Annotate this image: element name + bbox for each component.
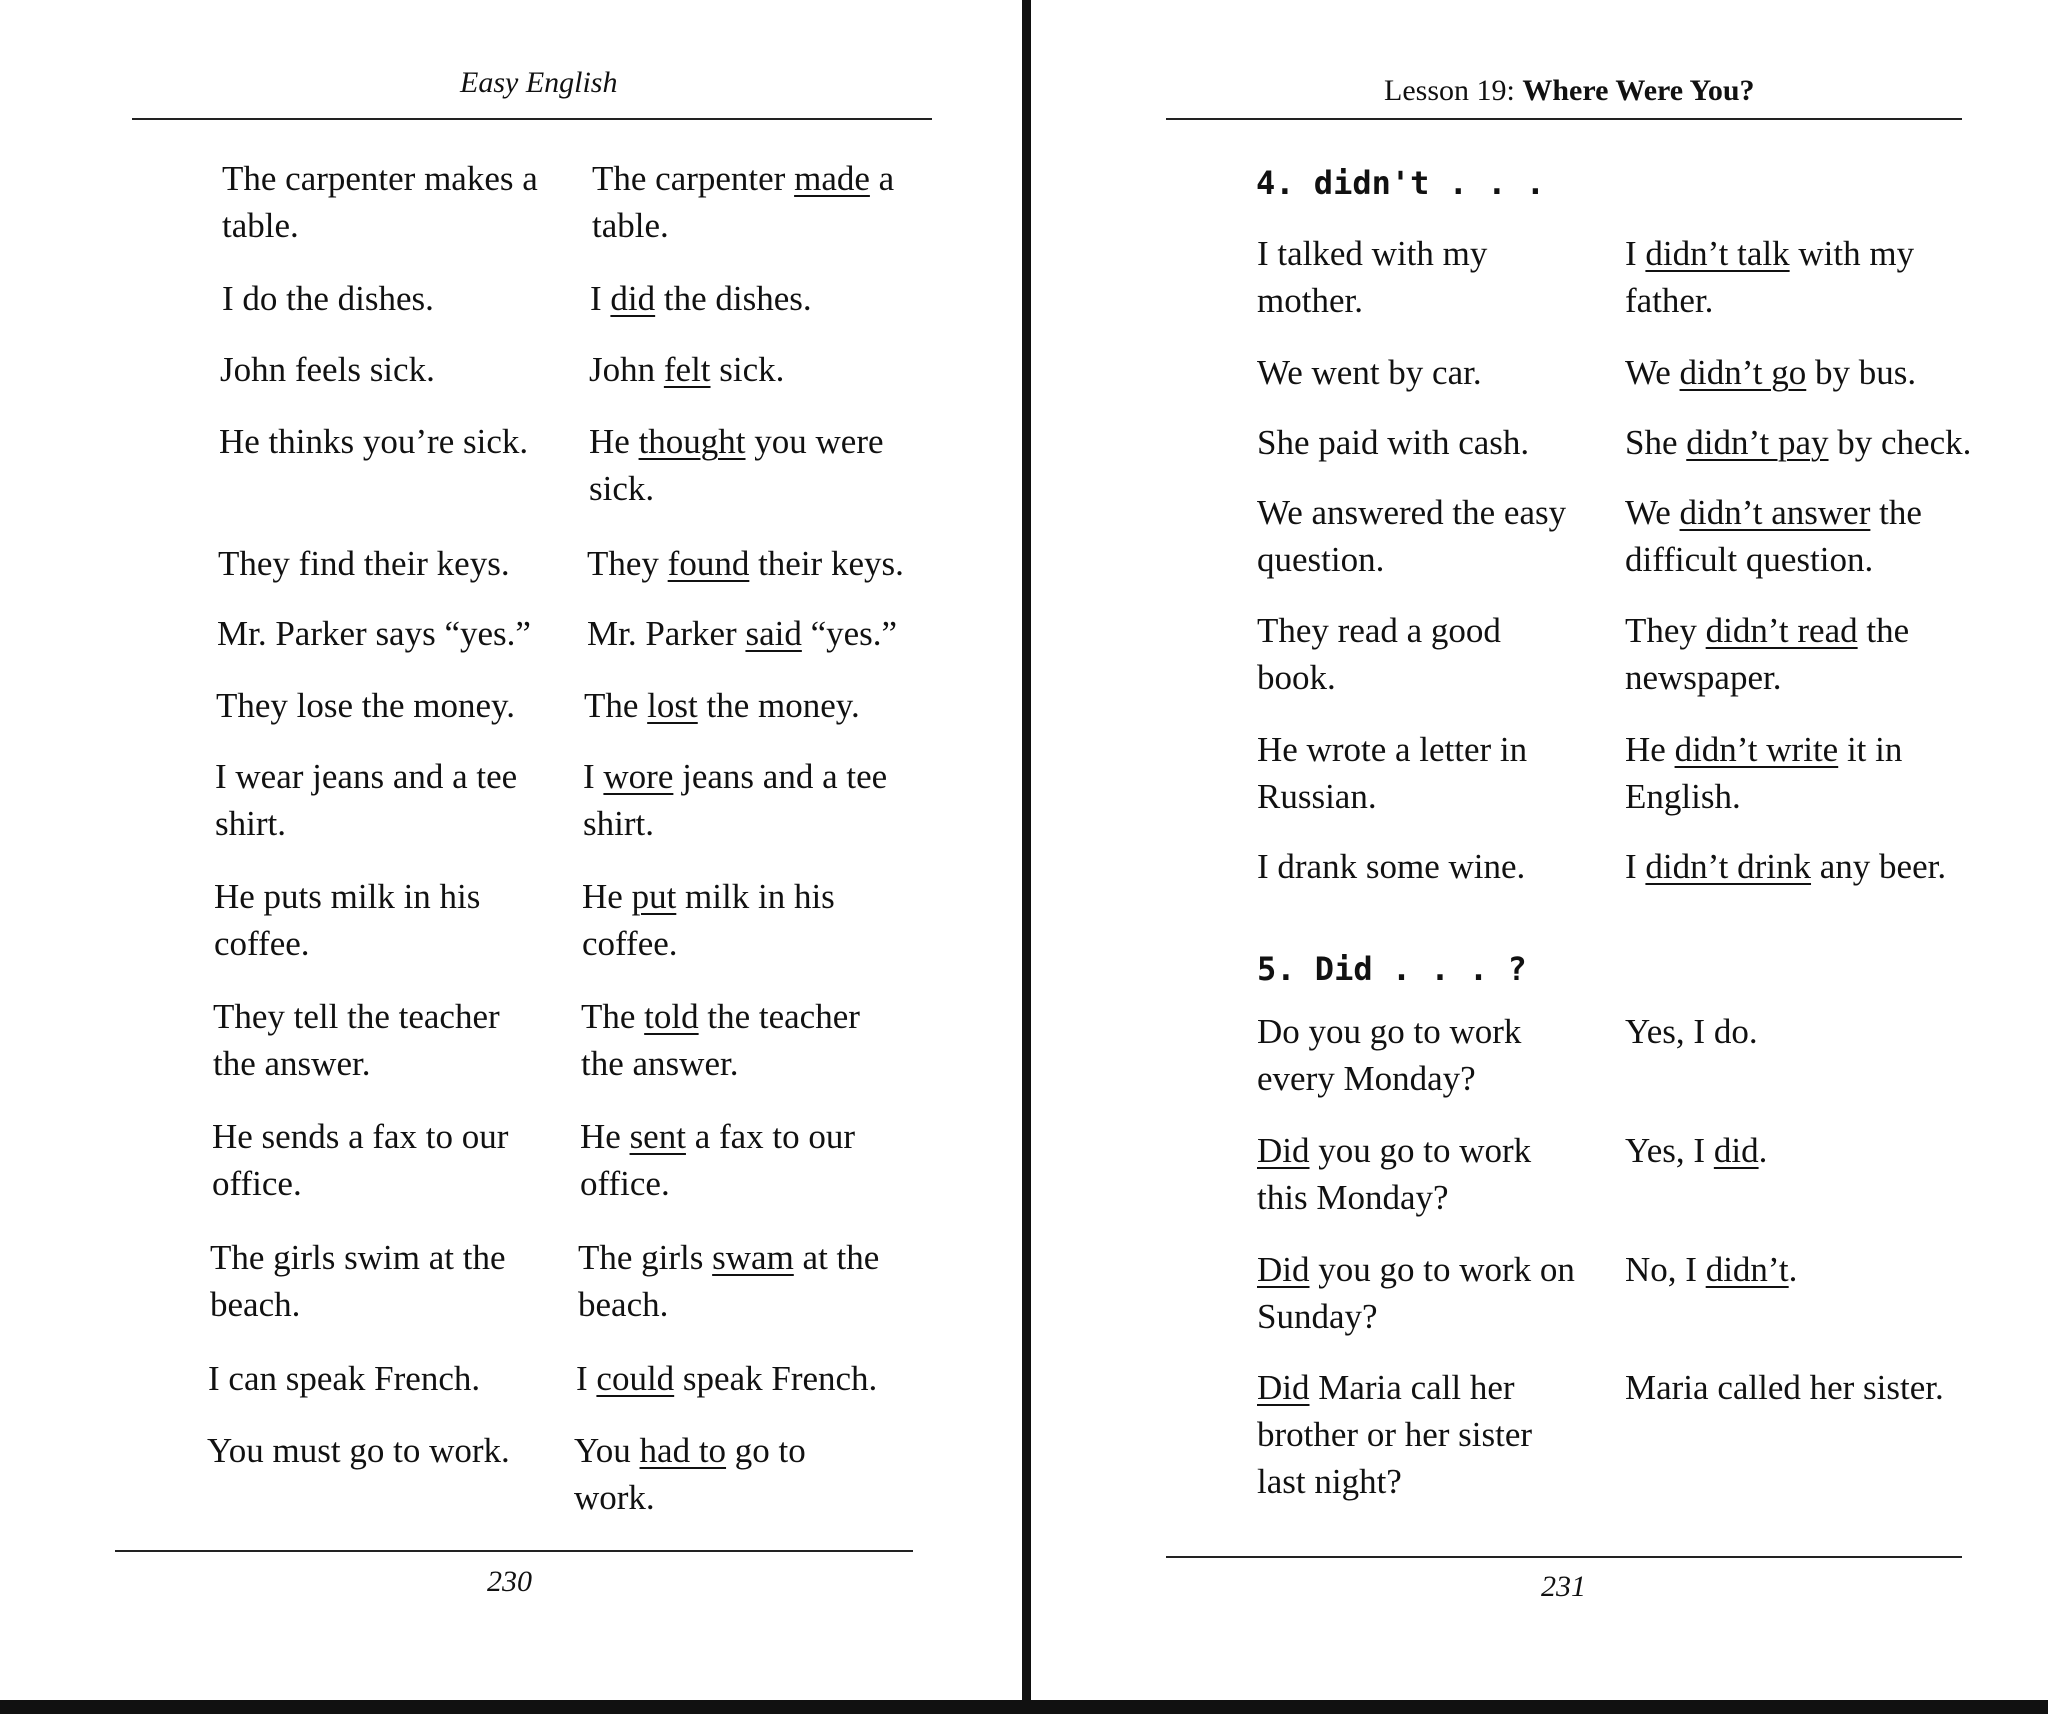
did-word: Did [1257, 1368, 1310, 1407]
past-verb: sent [629, 1117, 686, 1156]
affirmative-sentence: He wrote a letter in Russian. [1257, 730, 1528, 816]
present-sentence: You must go to work. [207, 1431, 510, 1470]
scan-bottom-edge [0, 1700, 2048, 1714]
did-word: did [1713, 1131, 1759, 1170]
past-verb: swam [712, 1238, 794, 1277]
past-sentence: The carpenter made a table. [592, 159, 895, 245]
past-sentence: You had to go to work. [574, 1431, 806, 1517]
question-sentence: Did you go to work on Sunday? [1257, 1250, 1575, 1336]
left-page [0, 0, 1020, 1690]
past-sentence: He put milk in his coffee. [582, 877, 835, 963]
lesson-title: Where Were You? [1522, 74, 1755, 107]
question-sentence: Do you go to work every Monday? [1257, 1012, 1522, 1098]
footer-rule [115, 1550, 913, 1552]
past-sentence: The lost the money. [584, 686, 860, 725]
answer-sentence: Maria called her sister. [1625, 1368, 1944, 1407]
past-verb: did [610, 279, 656, 318]
present-sentence: I can speak French. [208, 1359, 481, 1398]
negative-sentence: I didn’t talk with my father. [1625, 234, 1915, 320]
past-sentence: The girls swam at the beach. [578, 1238, 880, 1324]
past-sentence: I could speak French. [576, 1359, 878, 1398]
book-gutter [1022, 0, 1031, 1714]
header-rule [1166, 118, 1962, 120]
past-sentence: He sent a fax to our office. [580, 1117, 856, 1203]
past-sentence: They found their keys. [587, 544, 904, 583]
negative-verb: didn’t answer [1679, 493, 1871, 532]
present-sentence: He sends a fax to our office. [212, 1117, 509, 1203]
answer-sentence: Yes, I do. [1625, 1012, 1758, 1051]
negative-verb: didn’t pay [1686, 423, 1829, 462]
affirmative-sentence: They read a good book. [1257, 611, 1501, 697]
running-head: Lesson 19: Where Were You? [1384, 74, 1755, 107]
past-verb: had to [639, 1431, 727, 1470]
affirmative-sentence: We answered the easy question. [1257, 493, 1567, 579]
answer-sentence: Yes, I did. [1625, 1131, 1768, 1170]
section-heading: 5. Did . . . ? [1257, 950, 1527, 988]
past-verb: said [745, 614, 802, 653]
page-number: 231 [1541, 1570, 1586, 1603]
past-sentence: He thought you were sick. [589, 422, 884, 508]
affirmative-sentence: I talked with my mother. [1257, 234, 1488, 320]
present-sentence: I do the dishes. [222, 279, 434, 318]
question-sentence: Did Maria call her brother or her sister last night? [1257, 1368, 1533, 1501]
past-verb: felt [663, 350, 711, 389]
right-page [1032, 0, 2048, 1690]
past-sentence: The told the teacher the answer. [581, 997, 860, 1083]
past-sentence: I did the dishes. [590, 279, 812, 318]
present-sentence: They lose the money. [216, 686, 516, 725]
section-heading: 4. didn't . . . [1256, 164, 1545, 202]
present-sentence: He puts milk in his coffee. [214, 877, 481, 963]
negative-sentence: She didn’t pay by check. [1625, 423, 1972, 462]
affirmative-sentence: I drank some wine. [1257, 847, 1526, 886]
past-verb: told [644, 997, 699, 1036]
footer-rule [1166, 1556, 1962, 1558]
past-sentence: John felt sick. [589, 350, 785, 389]
past-verb: made [794, 159, 870, 198]
affirmative-sentence: We went by car. [1257, 353, 1482, 392]
past-verb: could [596, 1359, 675, 1398]
past-sentence: Mr. Parker said “yes.” [587, 614, 898, 653]
negative-verb: didn’t read [1705, 611, 1858, 650]
negative-sentence: They didn’t read the newspaper. [1625, 611, 1910, 697]
answer-sentence: No, I didn’t. [1625, 1250, 1798, 1289]
present-sentence: I wear jeans and a tee shirt. [215, 757, 518, 843]
did-word: Did [1257, 1250, 1310, 1289]
question-sentence: Did you go to work this Monday? [1257, 1131, 1532, 1217]
past-verb: wore [603, 757, 674, 796]
present-sentence: The carpenter makes a table. [222, 159, 538, 245]
past-verb: lost [647, 686, 698, 725]
past-verb: put [631, 877, 677, 916]
present-sentence: He thinks you’re sick. [219, 422, 529, 461]
negative-sentence: We didn’t answer the difficult question. [1625, 493, 1922, 579]
present-sentence: They find their keys. [218, 544, 510, 583]
present-sentence: John feels sick. [220, 350, 435, 389]
present-sentence: The girls swim at the beach. [210, 1238, 506, 1324]
header-rule [132, 118, 932, 120]
past-sentence: I wore jeans and a tee shirt. [583, 757, 888, 843]
negative-sentence: We didn’t go by bus. [1625, 353, 1917, 392]
did-word: Did [1257, 1131, 1310, 1170]
didnt-word: didn’t [1705, 1250, 1789, 1289]
past-verb: thought [638, 422, 746, 461]
negative-verb: didn’t talk [1645, 234, 1790, 273]
negative-verb: didn’t write [1674, 730, 1839, 769]
affirmative-sentence: She paid with cash. [1257, 423, 1530, 462]
negative-sentence: He didn’t write it in English. [1625, 730, 1903, 816]
negative-verb: didn’t drink [1645, 847, 1812, 886]
past-verb: found [667, 544, 750, 583]
negative-sentence: I didn’t drink any beer. [1625, 847, 1947, 886]
present-sentence: They tell the teacher the answer. [213, 997, 500, 1083]
negative-verb: didn’t go [1679, 353, 1807, 392]
page-number: 230 [487, 1565, 532, 1598]
running-head: Easy English [460, 66, 618, 99]
present-sentence: Mr. Parker says “yes.” [217, 614, 531, 653]
